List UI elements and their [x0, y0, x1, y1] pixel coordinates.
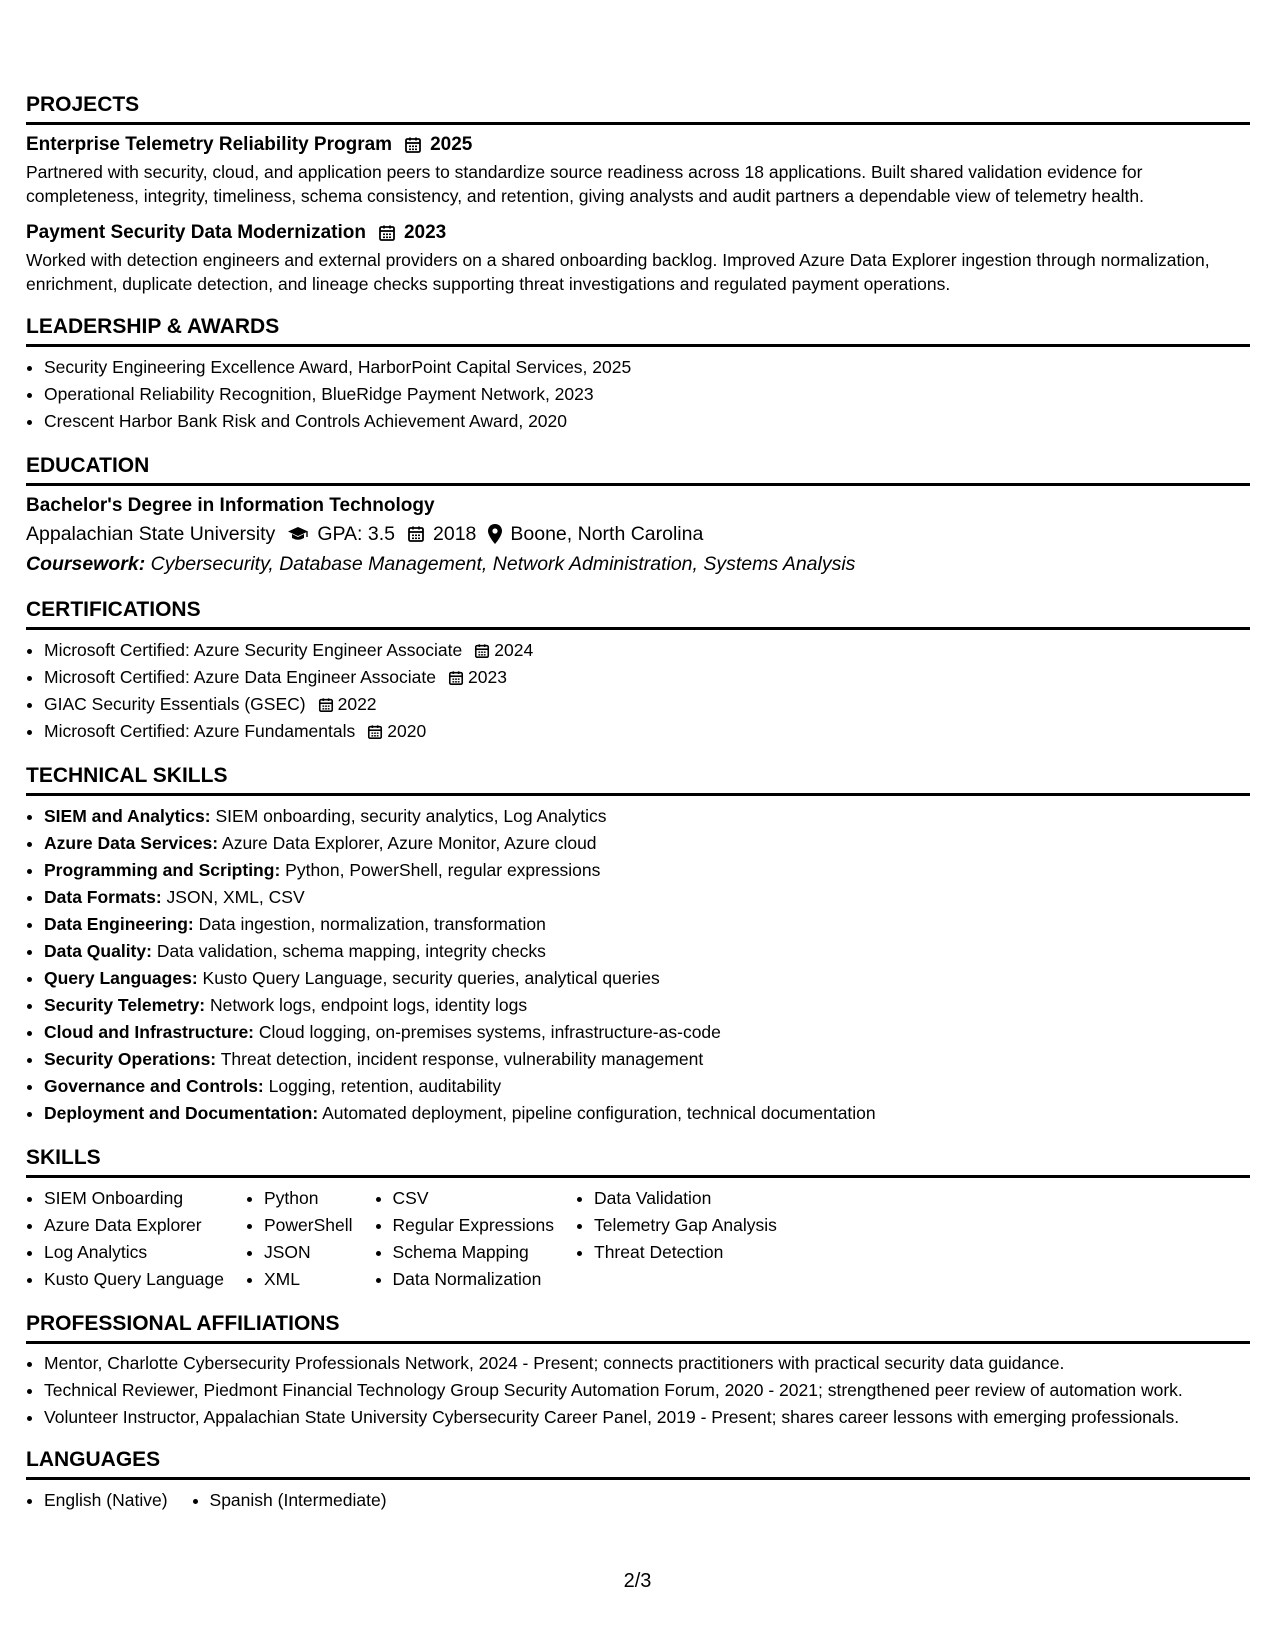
certification-name: Microsoft Certified: Azure Security Engineer Associate [44, 640, 463, 660]
skill-values: Kusto Query Language, security queries, analytical queries [202, 968, 660, 988]
project-year: 2023 [403, 222, 447, 243]
education-section [26, 453, 1250, 579]
coursework-list: Cybersecurity, Database Management, Network Administration, Systems Analysis [150, 553, 856, 575]
language-column [192, 1487, 387, 1514]
skill-values: Threat detection, incident response, vulnerability management [220, 1049, 704, 1069]
technical-skills-section [26, 763, 1250, 1127]
skill-values: Automated deployment, pipeline configuration, technical documentation [322, 1103, 876, 1123]
list-item: • Threat Detection [594, 1239, 777, 1266]
list-item: • English (Native) [44, 1487, 168, 1514]
list-item: • Spanish (Intermediate) [210, 1487, 387, 1514]
project-description: Worked with detection engineers and external providers on a shared onboarding backlog. Improved Azure Data Explorer ingestion through normalization, enrichment, duplicate detection, and lineage checks supporting threat investigations and regulated payment operations. [26, 250, 1210, 294]
section-title-skills: SKILLS [26, 1145, 1250, 1178]
project-item [26, 132, 1250, 208]
skill-category: Query Languages: [44, 968, 198, 988]
education-details [26, 519, 1250, 549]
section-title-leadership: LEADERSHIP & AWARDS [26, 314, 1250, 347]
list-item [44, 911, 1250, 938]
skill-values: JSON, XML, CSV [166, 887, 305, 907]
skill-values: Python, PowerShell, regular expressions [285, 860, 601, 880]
list-item: • Azure Data Explorer [44, 1212, 224, 1239]
project-description: Partnered with security, cloud, and application peers to standardize source readiness across 18 applications. Built shared validation evidence for completeness, integrity, timeliness, schema consistency, and retention, giving analysts and audit partners a dependable view of telemetry health. [26, 162, 1145, 206]
skill-category: Data Engineering: [44, 914, 194, 934]
list-item: • Data Normalization [393, 1266, 554, 1293]
languages-list [26, 1487, 1250, 1514]
list-item [44, 1100, 1250, 1127]
skills-column [576, 1185, 777, 1293]
list-item: • Technical Reviewer, Piedmont Financial Technology Group Security Automation Forum, 2020 - 2021; strengthened peer review of automation work. [44, 1378, 1250, 1402]
certification-year: 2023 [468, 667, 507, 687]
list-item [44, 992, 1250, 1019]
list-item: • JSON [264, 1239, 353, 1266]
language-column [26, 1487, 168, 1514]
certifications-list [26, 637, 1250, 745]
page-number: 2/3 [623, 1570, 652, 1592]
list-item: • CSV [393, 1185, 554, 1212]
leadership-list [26, 354, 1250, 435]
list-item: • Volunteer Instructor, Appalachian State University Cybersecurity Career Panel, 2019 - Present; shares career lessons with emerging professionals. [44, 1405, 1250, 1429]
calendar-icon [448, 670, 464, 686]
calendar-icon [318, 697, 334, 713]
degree: Bachelor's Degree in Information Technology [26, 495, 435, 516]
list-item: • Crescent Harbor Bank Risk and Controls Achievement Award, 2020 [44, 408, 1250, 435]
school-location: Boone, North Carolina [510, 523, 704, 545]
skill-values: Data validation, schema mapping, integrity checks [156, 941, 546, 961]
skill-category: SIEM and Analytics: [44, 806, 211, 826]
coursework-label: Coursework: [26, 553, 146, 575]
list-item: • Data Validation [594, 1185, 777, 1212]
affiliations-section [26, 1311, 1250, 1429]
skill-category: Data Formats: [44, 887, 162, 907]
section-title-projects: PROJECTS [26, 92, 1250, 125]
resume-page [26, 92, 1250, 1532]
list-item: • Telemetry Gap Analysis [594, 1212, 777, 1239]
skills-column [246, 1185, 353, 1293]
certifications-section [26, 597, 1250, 745]
calendar-icon [378, 224, 396, 242]
project-name: Enterprise Telemetry Reliability Program [26, 134, 393, 155]
leadership-section [26, 314, 1250, 435]
graduation-year: 2018 [433, 523, 477, 545]
coursework [26, 549, 1250, 579]
skill-category: Deployment and Documentation: [44, 1103, 319, 1123]
skill-values: Cloud logging, on-premises systems, infrastructure-as-code [258, 1022, 721, 1042]
section-title-technical-skills: TECHNICAL SKILLS [26, 763, 1250, 796]
list-item: • SIEM Onboarding [44, 1185, 224, 1212]
section-title-affiliations: PROFESSIONAL AFFILIATIONS [26, 1311, 1250, 1344]
list-item: • Log Analytics [44, 1239, 224, 1266]
technical-skills-list [26, 803, 1250, 1127]
list-item [44, 691, 1250, 718]
project-year: 2025 [430, 134, 473, 155]
list-item [44, 803, 1250, 830]
list-item [44, 884, 1250, 911]
skill-values: SIEM onboarding, security analytics, Log Analytics [215, 806, 607, 826]
skills-section [26, 1145, 1250, 1293]
list-item: • Regular Expressions [393, 1212, 554, 1239]
calendar-icon [404, 136, 422, 154]
calendar-icon [407, 525, 425, 543]
skill-values: Network logs, endpoint logs, identity logs [210, 995, 528, 1015]
list-item: • XML [264, 1266, 353, 1293]
school-name: Appalachian State University [26, 523, 276, 545]
list-item [44, 637, 1250, 664]
list-item [44, 965, 1250, 992]
list-item: • Schema Mapping [393, 1239, 554, 1266]
list-item [44, 1019, 1250, 1046]
list-item [44, 938, 1250, 965]
list-item [44, 718, 1250, 745]
certification-name: Microsoft Certified: Azure Data Engineer Associate [44, 667, 436, 687]
affiliations-list [26, 1351, 1250, 1429]
list-item: • Security Engineering Excellence Award, HarborPoint Capital Services, 2025 [44, 354, 1250, 381]
list-item [44, 857, 1250, 884]
graduation-cap-icon [287, 526, 309, 542]
skills-column [26, 1185, 224, 1293]
skills-columns [26, 1185, 1250, 1293]
skill-category: Security Operations: [44, 1049, 217, 1069]
certification-year: 2020 [387, 721, 427, 741]
list-item [44, 1046, 1250, 1073]
skill-category: Azure Data Services: [44, 833, 219, 853]
list-item [44, 830, 1250, 857]
certification-name: Microsoft Certified: Azure Fundamentals [44, 721, 356, 741]
skill-values: Logging, retention, auditability [268, 1076, 502, 1096]
calendar-icon [474, 643, 490, 659]
skill-values: Azure Data Explorer, Azure Monitor, Azure cloud [222, 833, 597, 853]
list-item: • Mentor, Charlotte Cybersecurity Professionals Network, 2024 - Present; connects practitioners with practical security data guidance. [44, 1351, 1250, 1375]
projects-section [26, 92, 1250, 296]
skill-values: Data ingestion, normalization, transformation [198, 914, 546, 934]
skill-category: Data Quality: [44, 941, 152, 961]
list-item [44, 664, 1250, 691]
map-pin-icon [488, 524, 502, 544]
list-item: • Kusto Query Language [44, 1266, 224, 1293]
languages-section [26, 1447, 1250, 1514]
project-name: Payment Security Data Modernization [26, 222, 366, 243]
list-item: • Operational Reliability Recognition, BlueRidge Payment Network, 2023 [44, 381, 1250, 408]
certification-year: 2024 [494, 640, 534, 660]
skill-category: Security Telemetry: [44, 995, 206, 1015]
project-item [26, 220, 1250, 296]
list-item: • PowerShell [264, 1212, 353, 1239]
list-item: • Python [264, 1185, 353, 1212]
certification-name: GIAC Security Essentials (GSEC) [44, 694, 306, 714]
certification-year: 2022 [337, 694, 377, 714]
gpa: GPA: 3.5 [317, 523, 395, 545]
skill-category: Cloud and Infrastructure: [44, 1022, 255, 1042]
section-title-education: EDUCATION [26, 453, 1250, 486]
skill-category: Governance and Controls: [44, 1076, 264, 1096]
calendar-icon [367, 724, 383, 740]
section-title-languages: LANGUAGES [26, 1447, 1250, 1480]
list-item [44, 1073, 1250, 1100]
section-title-certifications: CERTIFICATIONS [26, 597, 1250, 630]
skills-column [375, 1185, 554, 1293]
skill-category: Programming and Scripting: [44, 860, 281, 880]
